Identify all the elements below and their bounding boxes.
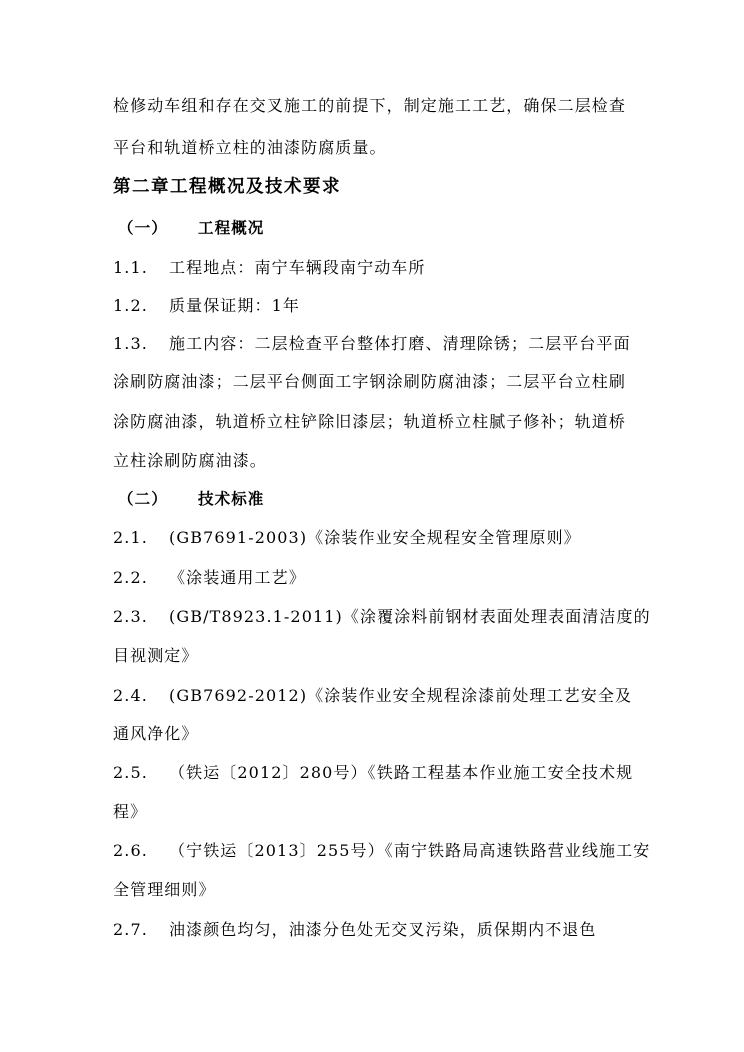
item-continuation: 全管理细则》 bbox=[113, 880, 216, 899]
list-item-2-1 bbox=[113, 528, 581, 548]
item-text: 工程地点：南宁车辆段南宁动车所 bbox=[169, 258, 426, 277]
item-text: （铁运〔2012〕280号）《铁路工程基本作业施工安全技术规 bbox=[169, 763, 634, 782]
item-continuation: 立柱涂刷防腐油漆。 bbox=[113, 451, 267, 470]
list-item-2-4 bbox=[113, 686, 632, 706]
chapter-title: 第二章工程概况及技术要求 bbox=[113, 177, 341, 197]
item-text: 《涂装通用工艺》 bbox=[169, 568, 306, 587]
item-text: (GB7692-2012)《涂装作业安全规程涂漆前处理工艺安全及 bbox=[169, 686, 633, 705]
item-number: 1.2. bbox=[113, 296, 148, 315]
item-number: 2.5. bbox=[113, 763, 148, 782]
item-text: 油漆颜色均匀，油漆分色处无交叉污染，质保期内不退色 bbox=[169, 920, 597, 939]
item-text: （宁铁运〔2013〕255号）《南宁铁路局高速铁路营业线施工安 bbox=[169, 841, 651, 860]
item-text: (GB/T8923.1-2011)《涂覆涂料前钢材表面处理表面清洁度的 bbox=[169, 607, 651, 626]
item-number: 2.7. bbox=[113, 920, 148, 939]
item-continuation: 涂刷防腐油漆；二层平台侧面工字钢涂刷防腐油漆；二层平台立柱刷 bbox=[113, 372, 627, 391]
list-item-1-2 bbox=[113, 296, 300, 316]
section-number: （一） bbox=[118, 219, 168, 237]
item-number: 2.2. bbox=[113, 568, 148, 587]
list-item-2-3 bbox=[113, 607, 651, 627]
section-number: （二） bbox=[118, 490, 168, 508]
intro-line-1: 检修动车组和存在交叉施工的前提下，制定施工工艺，确保二层检查 bbox=[113, 96, 627, 115]
list-item-2-5 bbox=[113, 763, 633, 783]
section-heading-standards bbox=[118, 489, 264, 509]
item-number: 1.3. bbox=[113, 334, 148, 353]
section-title: 工程概况 bbox=[198, 219, 265, 237]
item-number: 2.3. bbox=[113, 607, 148, 626]
item-text: 质量保证期：1年 bbox=[169, 296, 300, 315]
item-number: 2.4. bbox=[113, 686, 148, 705]
list-item-2-2 bbox=[113, 568, 306, 588]
list-item-2-7 bbox=[113, 920, 597, 940]
item-number: 2.6. bbox=[113, 841, 148, 860]
item-continuation: 程》 bbox=[113, 802, 148, 821]
list-item-2-6 bbox=[113, 841, 650, 861]
list-item-1-3 bbox=[113, 334, 631, 354]
item-continuation: 目视测定》 bbox=[113, 646, 199, 665]
item-number: 2.1. bbox=[113, 528, 148, 547]
section-title: 技术标准 bbox=[198, 490, 265, 508]
item-continuation: 通风净化》 bbox=[113, 724, 199, 743]
item-text: 施工内容：二层检查平台整体打磨、清理除锈；二层平台平面 bbox=[169, 334, 631, 353]
item-continuation: 涂防腐油漆，轨道桥立柱铲除旧漆层；轨道桥立柱腻子修补；轨道桥 bbox=[113, 412, 627, 431]
section-heading-overview bbox=[118, 218, 264, 238]
item-text: (GB7691-2003)《涂装作业安全规程安全管理原则》 bbox=[169, 528, 581, 547]
intro-line-2: 平台和轨道桥立柱的油漆防腐质量。 bbox=[113, 138, 387, 157]
list-item-1-1 bbox=[113, 258, 426, 278]
item-number: 1.1. bbox=[113, 258, 148, 277]
